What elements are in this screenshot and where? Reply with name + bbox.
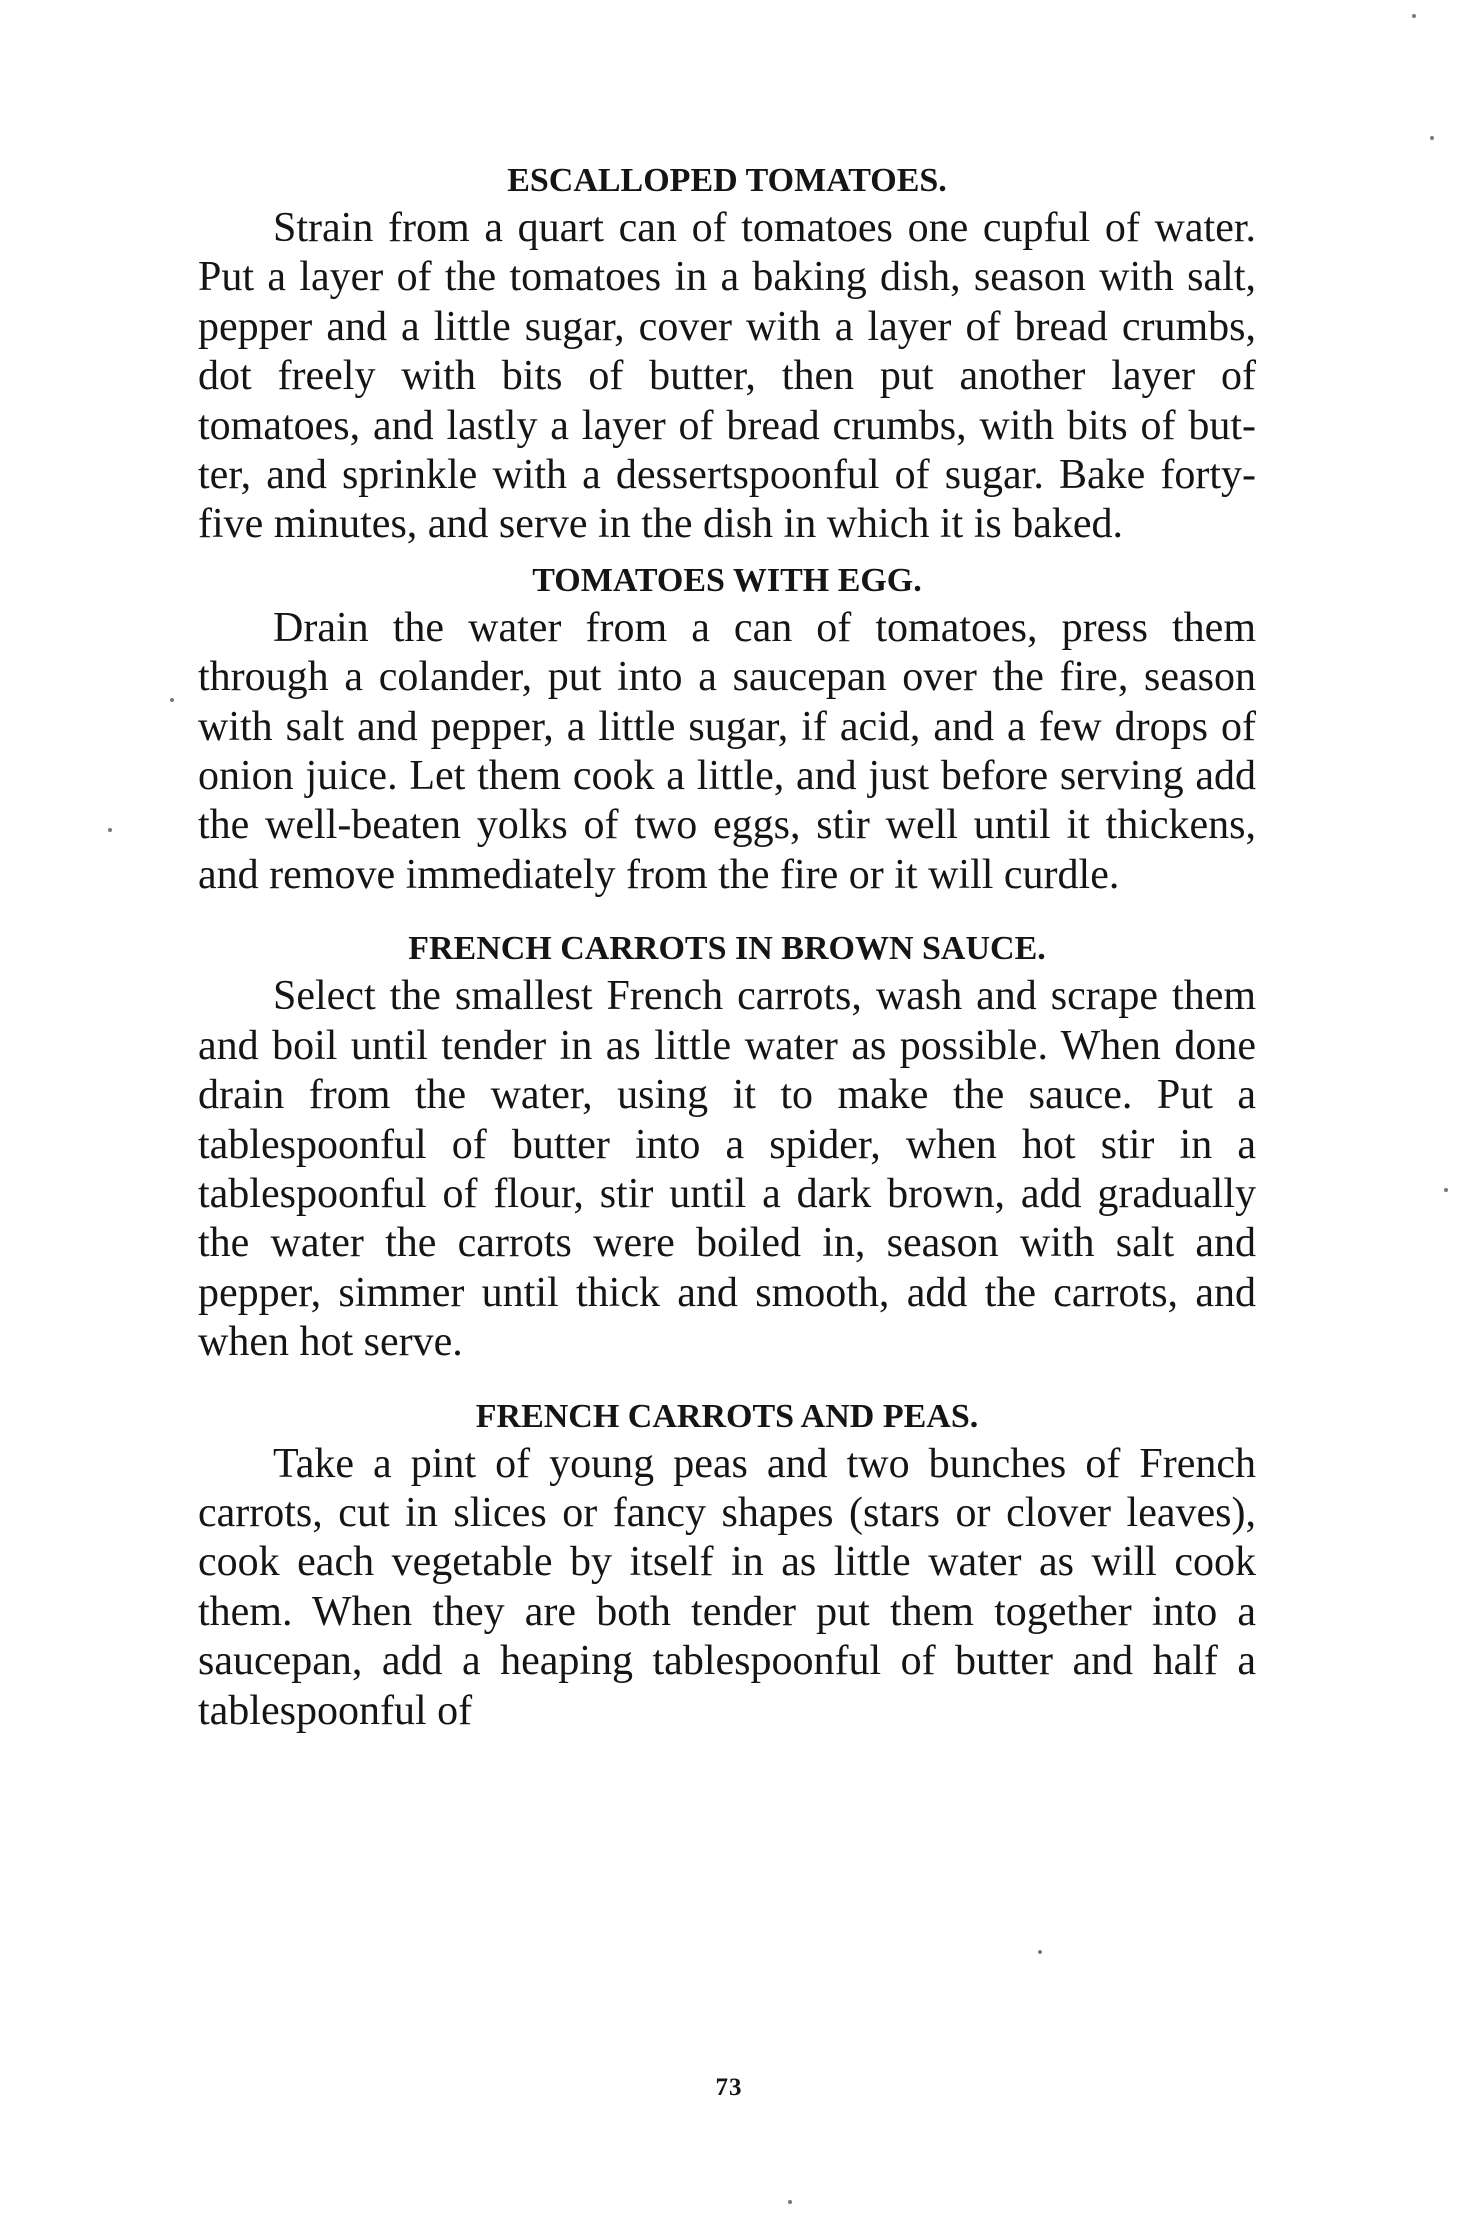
recipe-escalloped-tomatoes: Strain from a quart can of tomatoes one cupful of water. Put a layer of the tomatoes in a baking dish, season with salt, pepper and a little sugar, cover with a layer of bread crumbs, dot freely with bits of butter, then put another layer of tomatoes, and lastly a layer of bread crumbs, with bits of butter, and sprinkle with a dessertspoonful of sugar. Bake forty-five minutes, and serve in the dish in which it is baked. — [198, 205, 1256, 548]
recipe-tomatoes-with-egg: Drain the water from a can of tomatoes, press them through a colander, put into a saucepan over the fire, season with salt and pepper, a little sugar, if acid, and a few drops of onion juice. Let them cook a little, and just before serving add the well-beaten yolks of two eggs, stir well until it thickens, and remove immediately from the fire or it will curdle. — [198, 604, 1256, 898]
paper-speck — [788, 2200, 792, 2204]
recipe-french-carrots-and-peas: Take a pint of young peas and two bunches of French carrots, cut in slices or fancy shapes (stars or clover leaves), cook each vegetable by itself in as little water as will cook them. When they are both tender put them together into a saucepan, add a heaping tablespoonful of butter and half a tablespoonful of — [198, 1440, 1256, 1734]
page-number: 73 — [715, 2074, 743, 2101]
heading-french-carrots-brown-sauce: FRENCH CARROTS IN BROWN SAUCE. — [408, 930, 1046, 968]
paper-speck — [108, 828, 112, 832]
heading-tomatoes-with-egg: TOMATOES WITH EGG. — [532, 561, 922, 599]
section-spacer — [198, 1368, 1256, 1394]
paper-speck — [1412, 14, 1416, 18]
paper-speck — [1430, 136, 1434, 140]
recipe-french-carrots-brown-sauce: Select the smallest French carrots, wash and scrape them and boil until tender in as little water as possible. When done drain from the water, using it to make the sauce. Put a tablespoonful of butter into a spider, when hot stir in a tablespoonful of flour, stir until a dark brown, add gradually the water the carrots were boiled in, season with salt and pepper, simmer until thick and smooth, add the carrots, and when hot serve. — [198, 973, 1256, 1366]
paper-speck — [1444, 1188, 1448, 1192]
paper-speck — [1038, 1950, 1042, 1954]
section-spacer — [198, 900, 1256, 926]
heading-french-carrots-and-peas: FRENCH CARROTS AND PEAS. — [475, 1397, 979, 1435]
section-spacer — [198, 550, 1256, 558]
paper-speck — [170, 698, 174, 702]
text-column — [198, 158, 1256, 1736]
heading-escalloped-tomatoes: ESCALLOPED TOMATOES. — [507, 162, 947, 199]
